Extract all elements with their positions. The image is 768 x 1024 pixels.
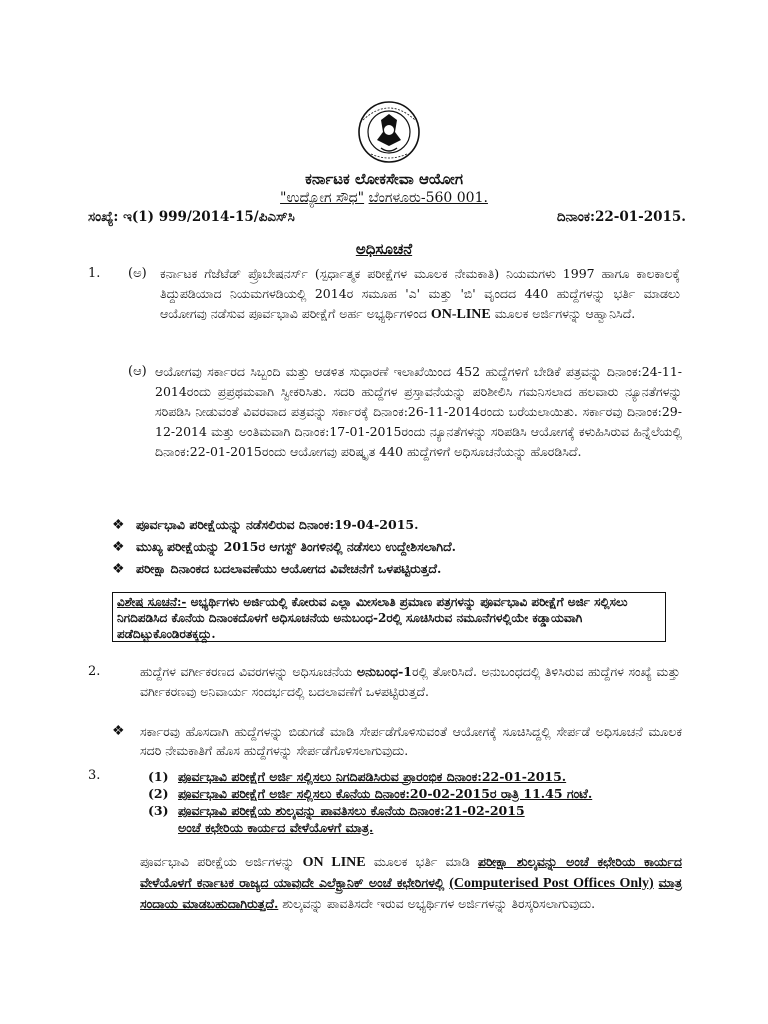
building-name: "ಉದ್ಯೋಗ ಸೌಧ" — [280, 190, 365, 206]
office-address — [0, 190, 768, 206]
section-1b-text: ಆಯೋಗವು ಸರ್ಕಾರದ ಸಿಬ್ಬಂದಿ ಮತ್ತು ಆಡಳಿತ ಸುಧಾರಣೆ ಇಲಾಖೆಯಿಂದ 452 ಹುದ್ದೆಗಳಿಗೆ ಬೇಡಿಕೆ ಪತ್ರವನ್ನು ದಿನಾಂಕ:24-11-2014ರಂದು ಪ್ರಪ್ರಥಮವಾಗಿ ಸ್ವೀಕರಿಸಿತು. ಸದರಿ ಹುದ್ದೆಗಳ ಪ್ರಸ್ತಾವನೆಯನ್ನು ಪರಿಶೀಲಿಸಿ ಗಮನಿಸಲಾದ ಹಲವಾರು ನ್ಯೂನತೆಗಳನ್ನು ಸರಿಪಡಿಸಿ ನೀಡುವಂತೆ ವಿವರವಾದ ಪತ್ರವನ್ನು ಸರ್ಕಾರಕ್ಕೆ ದಿನಾಂಕ:26-11-2014ರಂದು ಬರೆಯಲಾಯಿತು. ಸರ್ಕಾರವು ದಿನಾಂಕ:29-12-2014 ಮತ್ತು ಅಂತಿಮವಾಗಿ ದಿನಾಂಕ:17-01-2015ರಂದು ನ್ಯೂನತೆಗಳನ್ನು ಸರಿಪಡಿಸಿ ಆಯೋಗಕ್ಕೆ ಕಳುಹಿಸಿರುವ ಹಿನ್ನೆಲೆಯಲ್ಲಿ ದಿನಾಂಕ:22-01-2015ರಂದು ಆಯೋಗವು ಪರಿಷ್ಕೃತ 440 ಹುದ್ದೆಗಳಿಗೆ ಅಧಿಸೂಚನೆಯನ್ನು ಹೊರಡಿಸಿದೆ. — [155, 364, 682, 459]
special-note-label: ವಿಶೇಷ ಸೂಚನೆ:- — [117, 595, 187, 609]
list-item: ❖ ಪರೀಕ್ಷಾ ದಿನಾಂಕದ ಬದಲಾವಣೆಯು ಆಯೋಗದ ವಿವೇಚನೆಗೆ ಒಳಪಟ್ಟಿರುತ್ತದೆ. — [112, 561, 442, 577]
section-1a-tail: ಮೂಲಕ ಅರ್ಜಿಗಳನ್ನು ಆಹ್ವಾನಿಸಿದೆ. — [494, 306, 636, 321]
city-pin: ಬೆಂಗಳೂರು-560 001. — [368, 190, 488, 206]
section-2-bullet: ❖ ಸರ್ಕಾರವು ಹೊಸದಾಗಿ ಹುದ್ದೆಗಳನ್ನು ಬಿಡುಗಡೆ ಮಾಡಿ ಸೇರ್ಪಡೆಗೊಳಿಸುವಂತೆ ಆಯೋಗಕ್ಕೆ ಸೂಚಿಸಿದ್ದಲ್ಲಿ ಸೇರ್ಪಡೆ ಅಧಿಸೂಚನೆ ಮೂಲಕ ಸದರಿ ನೇಮಕಾತಿಗೆ ಹೊಸ ಹುದ್ದೆಗಳನ್ನು ಸೇರ್ಪಡೆಗೊಳಿಸಲಾಗುವುದು. — [112, 723, 682, 758]
key-dates — [148, 768, 688, 836]
special-note-box — [112, 592, 666, 642]
reference-number: ಸಂಖ್ಯೆ: ಇ(1) 999/2014-15/ಪಿಎಸ್‌ಸಿ — [88, 209, 295, 225]
list-item: ಅಂಚೆ ಕಛೇರಿಯ ಕಾರ್ಯದ ವೇಳೆಯೊಳಗೆ ಮಾತ್ರ. — [178, 820, 374, 835]
annexure-1-label: ಅನುಬಂಧ-1 — [356, 664, 412, 679]
computerised-post-offices-label: (Computerised Post Offices Only) — [449, 876, 654, 891]
section-2-text: ಹುದ್ದೆಗಳ ವರ್ಗೀಕರಣದ ವಿವರಗಳನ್ನು ಅಧಿಸೂಚನೆಯ ಅನುಬಂಧ-1ರಲ್ಲಿ ತೋರಿಸಿದೆ. ಅನುಬಂಧದಲ್ಲಿ ತಿಳಿಸಿರುವ ಹುದ್ದೆಗಳ ಸಂಖ್ಯೆ ಮತ್ತು ವರ್ಗೀಕರಣವು ಅನಿವಾರ್ಯ ಸಂದರ್ಭದಲ್ಲಿ ಬದಲಾವಣೆಗೆ ಒಳಪಟ್ಟಿರುತ್ತದೆ. — [140, 664, 680, 699]
notification-date: ದಿನಾಂಕ:22-01-2015. — [556, 209, 686, 225]
list-item: (2) ಪೂರ್ವಭಾವಿ ಪರೀಕ್ಷೆಗೆ ಅರ್ಜಿ ಸಲ್ಲಿಸಲು ಕೊನೆಯ ದಿನಾಂಕ:20-02-2015ರ ರಾತ್ರಿ 11.45 ಗಂಟೆ. — [148, 786, 593, 801]
exam-schedule-bullets — [112, 516, 702, 582]
bullet-icon: ❖ — [112, 539, 125, 555]
section-1-number: 1. — [88, 266, 101, 281]
special-note-text: ಅಭ್ಯರ್ಥಿಗಳು ಅರ್ಜಿಯಲ್ಲಿ ಕೋರುವ ಎಲ್ಲಾ ಮೀಸಲಾತಿ ಪ್ರಮಾಣ ಪತ್ರಗಳನ್ನು ಪೂರ್ವಭಾವಿ ಪರೀಕ್ಷೆಗೆ ಅರ್ಜಿ ಸಲ್ಲಿಸಲು ನಿಗದಿಪಡಿಸಿದ ಕೊನೆಯ ದಿನಾಂಕದೊಳಗೆ ಅಧಿಸೂಚನೆಯ ಅನುಬಂಧ-2ರಲ್ಲಿ ಸೂಚಿಸಿರುವ ನಮೂನೆಗಳಲ್ಲಿಯೇ ಕಡ್ಡಾಯವಾಗಿ ಪಡೆದಿಟ್ಟುಕೊಂಡಿರತಕ್ಕದ್ದು. — [117, 595, 628, 641]
kpsc-emblem-icon — [343, 100, 435, 166]
online-label: ON LINE — [302, 855, 366, 870]
section-1a-text — [160, 264, 680, 325]
section-1a-label: (ಅ) — [128, 266, 147, 281]
list-item: (1) ಪೂರ್ವಭಾವಿ ಪರೀಕ್ಷೆಗೆ ಅರ್ಜಿ ಸಲ್ಲಿಸಲು ನಿಗದಿಪಡಿಸಿರುವ ಪ್ರಾರಂಭಿಕ ದಿನಾಂಕ:22-01-2015. — [148, 769, 567, 784]
page-title: ಅಧಿಸೂಚನೆ — [355, 240, 413, 258]
bullet-icon: ❖ — [112, 517, 125, 533]
fee-payment-paragraph: ಪೂರ್ವಭಾವಿ ಪರೀಕ್ಷೆಯ ಅರ್ಜಿಗಳನ್ನು ON LINE ಮೂಲಕ ಭರ್ತಿ ಮಾಡಿ ಪರೀಕ್ಷಾ ಶುಲ್ಕವನ್ನು ಅಂಚೆ ಕಛೇರಿಯ ಕಾರ್ಯದ ವೇಳೆಯೊಳಗೆ ಕರ್ನಾಟಕ ರಾಜ್ಯದ ಯಾವುದೇ ಎಲೆಕ್ಟ್ರಾನಿಕ್ ಅಂಚೆ ಕಛೇರಿಗಳಲ್ಲಿ (Computerised Post Offices Only) ಮಾತ್ರ ಸಂದಾಯ ಮಾಡಬಹುದಾಗಿರುತ್ತದೆ. ಶುಲ್ಕವನ್ನು ಪಾವತಿಸದೇ ಇರುವ ಅಭ್ಯರ್ಥಿಗಳ ಅರ್ಜಿಗಳನ್ನು ತಿರಸ್ಕರಿಸಲಾಗುವುದು. — [140, 854, 682, 911]
list-item: ❖ ಮುಖ್ಯ ಪರೀಕ್ಷೆಯನ್ನು 2015ರ ಆಗಸ್ಟ್ ತಿಂಗಳಿನಲ್ಲಿ ನಡೆಸಲು ಉದ್ದೇಶಿಸಲಾಗಿದೆ. — [112, 539, 456, 555]
organization-name: ಕರ್ನಾಟಕ ಲೋಕಸೇವಾ ಆಯೋಗ — [305, 170, 463, 188]
section-2-number: 2. — [88, 664, 101, 679]
list-item: (3) ಪೂರ್ವಭಾವಿ ಪರೀಕ್ಷೆಯ ಶುಲ್ಕವನ್ನು ಪಾವತಿಸಲು ಕೊನೆಯ ದಿನಾಂಕ:21-02-2015 — [148, 803, 525, 818]
bullet-icon: ❖ — [112, 561, 125, 577]
online-label: ON-LINE — [430, 307, 491, 322]
section-3-number: 3. — [88, 768, 101, 783]
section-1a-body: ಕರ್ನಾಟಕ ಗೆಜೆಟೆಡ್ ಪ್ರೊಬೇಷನರ್ಸ್ (ಸ್ಪರ್ಧಾತ್ಮಕ ಪರೀಕ್ಷೆಗಳ ಮೂಲಕ ನೇಮಕಾತಿ) ನಿಯಮಗಳು 1997 ಹಾಗೂ ಕಾಲಕಾಲಕ್ಕೆ ತಿದ್ದುಪಡಿಯಾದ ನಿಯಮಗಳಡಿಯಲ್ಲಿ 2014ರ ಸಮೂಹ 'ಎ' ಮತ್ತು 'ಬಿ' ವೃಂದದ 440 ಹುದ್ದೆಗಳನ್ನು ಭರ್ತಿ ಮಾಡಲು ಆಯೋಗವು ನಡೆಸುವ ಪೂರ್ವಭಾವಿ ಪರೀಕ್ಷೆಗೆ ಅರ್ಹ ಅಭ್ಯರ್ಥಿಗಳಿಂದ — [160, 266, 680, 321]
list-item: ❖ ಪೂರ್ವಭಾವಿ ಪರೀಕ್ಷೆಯನ್ನು ನಡೆಸಲಿರುವ ದಿನಾಂಕ:19-04-2015. — [112, 517, 419, 533]
bullet-icon: ❖ — [112, 723, 125, 739]
section-1b-label: (ಆ) — [128, 364, 147, 379]
